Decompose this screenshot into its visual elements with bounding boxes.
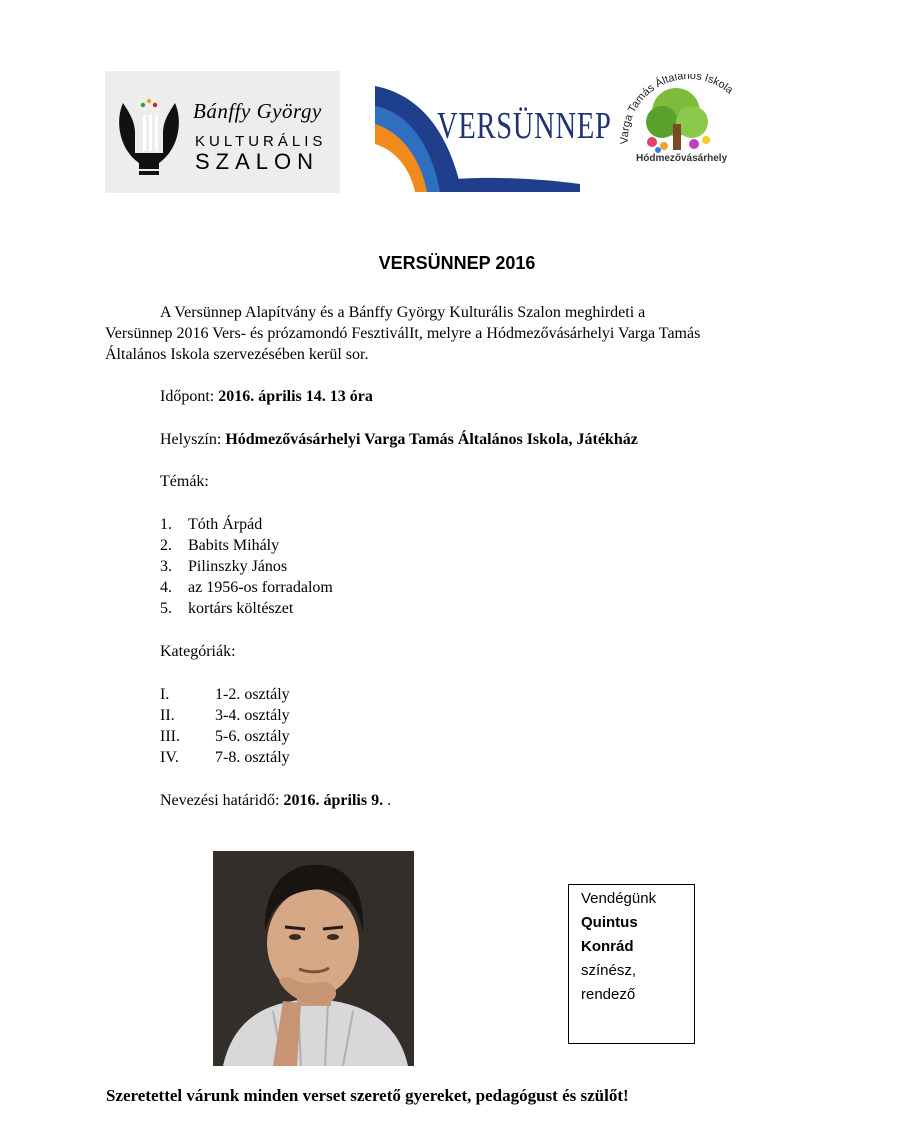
list-item — [160, 514, 333, 535]
list-text: 5-6. osztály — [215, 728, 290, 745]
list-number: I. — [160, 686, 170, 703]
versunnep-logo-text: VERSÜNNEP — [437, 105, 612, 147]
list-item — [160, 556, 333, 577]
place-value: Hódmezővásárhelyi Varga Tamás Általános Iskola, Játékház — [225, 431, 638, 448]
list-text: Pilinszky János — [188, 558, 288, 575]
list-number: 4. — [160, 579, 172, 596]
list-number: II. — [160, 707, 175, 724]
topics-list — [160, 514, 333, 619]
list-text: 1-2. osztály — [215, 686, 290, 703]
banffy-kulturalis: KULTURÁLIS — [195, 133, 327, 150]
list-text: Babits Mihály — [188, 537, 280, 554]
deadline-row — [160, 790, 391, 811]
categories-list — [160, 684, 290, 768]
banffy-name: Bánffy György — [193, 99, 322, 123]
time-value: 2016. április 14. 13 óra — [218, 388, 373, 405]
guest-photo — [213, 851, 414, 1066]
list-number: IV. — [160, 749, 179, 766]
list-item — [160, 747, 290, 768]
page-title: VERSÜNNEP 2016 — [378, 253, 536, 273]
guest-role-1: színész, — [581, 962, 637, 979]
school-logo — [610, 74, 760, 174]
guest-box — [568, 884, 695, 1044]
closing-line: Szeretettel várunk minden verset szerető gyereket, pedagógust és szülőt! — [106, 1086, 629, 1105]
banffy-logo — [105, 71, 340, 193]
list-number: 2. — [160, 537, 172, 554]
versunnep-logo — [375, 84, 612, 192]
time-label: Időpont: — [160, 388, 219, 405]
place-label: Helyszín: — [160, 431, 226, 448]
list-text: kortárs költészet — [188, 600, 294, 617]
topics-label: Témák: — [160, 473, 209, 490]
school-city: Hódmezővásárhely — [636, 153, 728, 164]
banffy-szalon: SZALON — [195, 149, 320, 174]
list-item — [160, 535, 333, 556]
list-text: Tóth Árpád — [188, 516, 263, 533]
deadline-suffix: . — [383, 792, 392, 809]
list-number: 5. — [160, 600, 172, 617]
list-item — [160, 577, 333, 598]
list-text: az 1956-os forradalom — [188, 579, 333, 596]
list-number: 1. — [160, 516, 172, 533]
deadline-value: 2016. április 9. — [283, 792, 384, 809]
intro-line-2: Versünnep 2016 Vers- és prózamondó FesztiválIt, melyre a Hódmezővásárhelyi Varga Tamás — [105, 325, 701, 342]
guest-name-first: Quintus — [581, 914, 638, 931]
guest-label: Vendégünk — [581, 890, 657, 907]
school-arc-text: Varga Tamás Általános Iskola — [618, 74, 736, 145]
guest-name-last: Konrád — [581, 938, 634, 955]
list-number: 3. — [160, 558, 172, 575]
place-row — [160, 429, 638, 450]
guest-role-2: rendező — [581, 986, 636, 1003]
list-number: III. — [160, 728, 180, 745]
categories-label: Kategóriák: — [160, 643, 236, 660]
list-item — [160, 705, 290, 726]
list-text: 7-8. osztály — [215, 749, 290, 766]
list-item — [160, 726, 290, 747]
intro-line-3: Általános Iskola szervezésében kerül sor. — [105, 346, 369, 363]
list-item — [160, 684, 290, 705]
time-row — [160, 386, 373, 407]
intro-line-1: A Versünnep Alapítvány és a Bánffy György Kulturális Szalon meghirdeti a — [160, 304, 646, 321]
list-text: 3-4. osztály — [215, 707, 290, 724]
list-item — [160, 598, 333, 619]
deadline-label: Nevezési határidő: — [160, 792, 284, 809]
